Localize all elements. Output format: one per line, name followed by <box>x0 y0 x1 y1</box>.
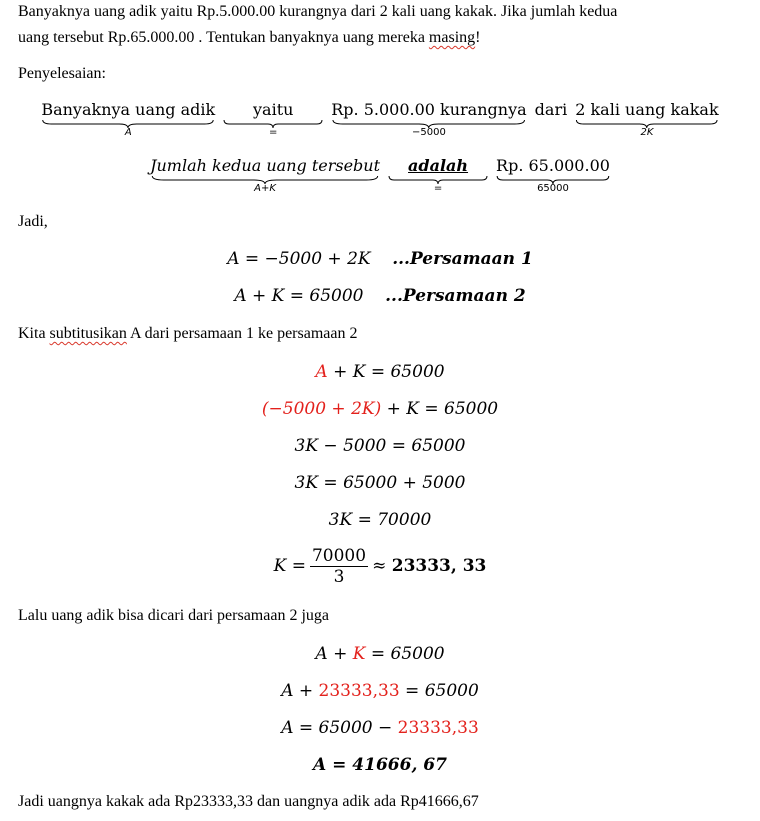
step-2 <box>0 398 760 420</box>
brace-group-yaitu <box>223 100 323 138</box>
step-1 <box>0 361 760 383</box>
fraction-denominator: 3 <box>333 567 345 587</box>
brace-word: Banyaknya uang adik <box>41 100 216 119</box>
equation-2-body: A + K = 65000 <box>234 286 364 306</box>
brace-label: A <box>124 127 132 138</box>
step2-2 <box>0 680 760 702</box>
step-2-red: (−5000 + 2K) <box>261 399 382 419</box>
brace-label: 2K <box>640 127 654 138</box>
step-3-body: 3K − 5000 = 65000 <box>294 436 466 456</box>
brace-group-adik <box>41 100 215 138</box>
step-1-red: A <box>315 362 328 382</box>
problem-line-2-text: uang tersebut Rp.65.000.00 . Tentukan banyaknya uang mereka <box>18 29 429 46</box>
step-3 <box>0 435 760 457</box>
step2-1-red: K <box>352 644 366 664</box>
problem-line-1: Banyaknya uang adik yaitu Rp.5.000.00 kurangnya dari 2 kali uang kakak. Jika jumlah kedua <box>18 3 618 20</box>
equation-1-tag: ...Persamaan 1 <box>392 249 533 269</box>
brace-label: 65000 <box>537 183 569 194</box>
step-5-body: 3K = 70000 <box>328 510 432 530</box>
step2-1-a: A + <box>315 644 353 664</box>
step2-2-rest: = 65000 <box>399 681 479 701</box>
brace-label: = <box>433 183 443 194</box>
underbrace-row-2 <box>0 156 760 194</box>
brace-label: A+K <box>254 183 276 194</box>
substitute-pre: Kita <box>18 325 50 342</box>
brace-group-kakak <box>575 100 718 138</box>
step2-2-a: A + <box>281 681 319 701</box>
step2-3-red: 23333,33 <box>397 718 479 738</box>
step2-3 <box>0 717 760 739</box>
step2-1-rest: = 65000 <box>365 644 445 664</box>
plain-word: dari <box>534 100 568 119</box>
step2-4 <box>0 754 760 776</box>
step-6-result: 23333, 33 <box>391 556 487 576</box>
brace-word: yaitu <box>253 100 294 119</box>
step-4 <box>0 472 760 494</box>
underbrace-row-1 <box>0 100 760 138</box>
lalu-text: Lalu uang adik bisa dicari dari persamaan 2 juga <box>18 607 329 624</box>
spellcheck-word-masing: masing <box>428 29 476 46</box>
step-5 <box>0 509 760 531</box>
equation-2 <box>0 285 760 307</box>
fraction <box>310 546 368 587</box>
step2-2-red: 23333,33 <box>318 681 400 701</box>
substitute-post: A dari persamaan 1 ke persamaan 2 <box>126 325 358 342</box>
brace-word: 2 kali uang kakak <box>575 100 719 119</box>
brace-group-jumlah <box>150 156 380 194</box>
jadi-label: Jadi, <box>18 213 48 230</box>
approx-sign: ≈ <box>372 556 387 576</box>
equation-2-tag: ...Persamaan 2 <box>385 286 526 306</box>
brace-group-adalah <box>388 156 488 194</box>
substitute-text <box>18 324 357 344</box>
word-dari <box>535 100 568 120</box>
problem-line-2-end: ! <box>475 29 481 46</box>
step-1-rest: + K = 65000 <box>327 362 445 382</box>
brace-word: Jumlah kedua uang tersebut <box>150 156 381 175</box>
brace-label: −5000 <box>412 127 446 138</box>
step-4-body: 3K = 65000 + 5000 <box>294 473 466 493</box>
step-6 <box>0 546 760 587</box>
step-2-rest: + K = 65000 <box>381 399 499 419</box>
step-6-lhs: K = <box>273 556 306 576</box>
step2-3-a: A = 65000 − <box>281 718 398 738</box>
equation-1 <box>0 248 760 270</box>
conclusion: Jadi uangnya kakak ada Rp23333,33 dan uangnya adik ada Rp41666,67 <box>18 793 479 810</box>
step2-4-body: A = 41666, 67 <box>313 755 447 775</box>
brace-group-5000 <box>331 100 526 138</box>
brace-word: Rp. 5.000.00 kurangnya <box>331 100 527 119</box>
brace-label: = <box>269 127 278 138</box>
brace-group-65000 <box>496 156 610 194</box>
spellcheck-word-subtitusikan: subtitusikan <box>49 325 127 342</box>
problem-line-2 <box>18 28 480 48</box>
solution-heading: Penyelesaian: <box>18 65 106 82</box>
brace-word: adalah <box>408 156 469 175</box>
brace-word: Rp. 65.000.00 <box>496 156 610 175</box>
fraction-numerator: 70000 <box>311 546 367 566</box>
equation-1-body: A = −5000 + 2K <box>227 249 371 269</box>
step2-1 <box>0 643 760 665</box>
